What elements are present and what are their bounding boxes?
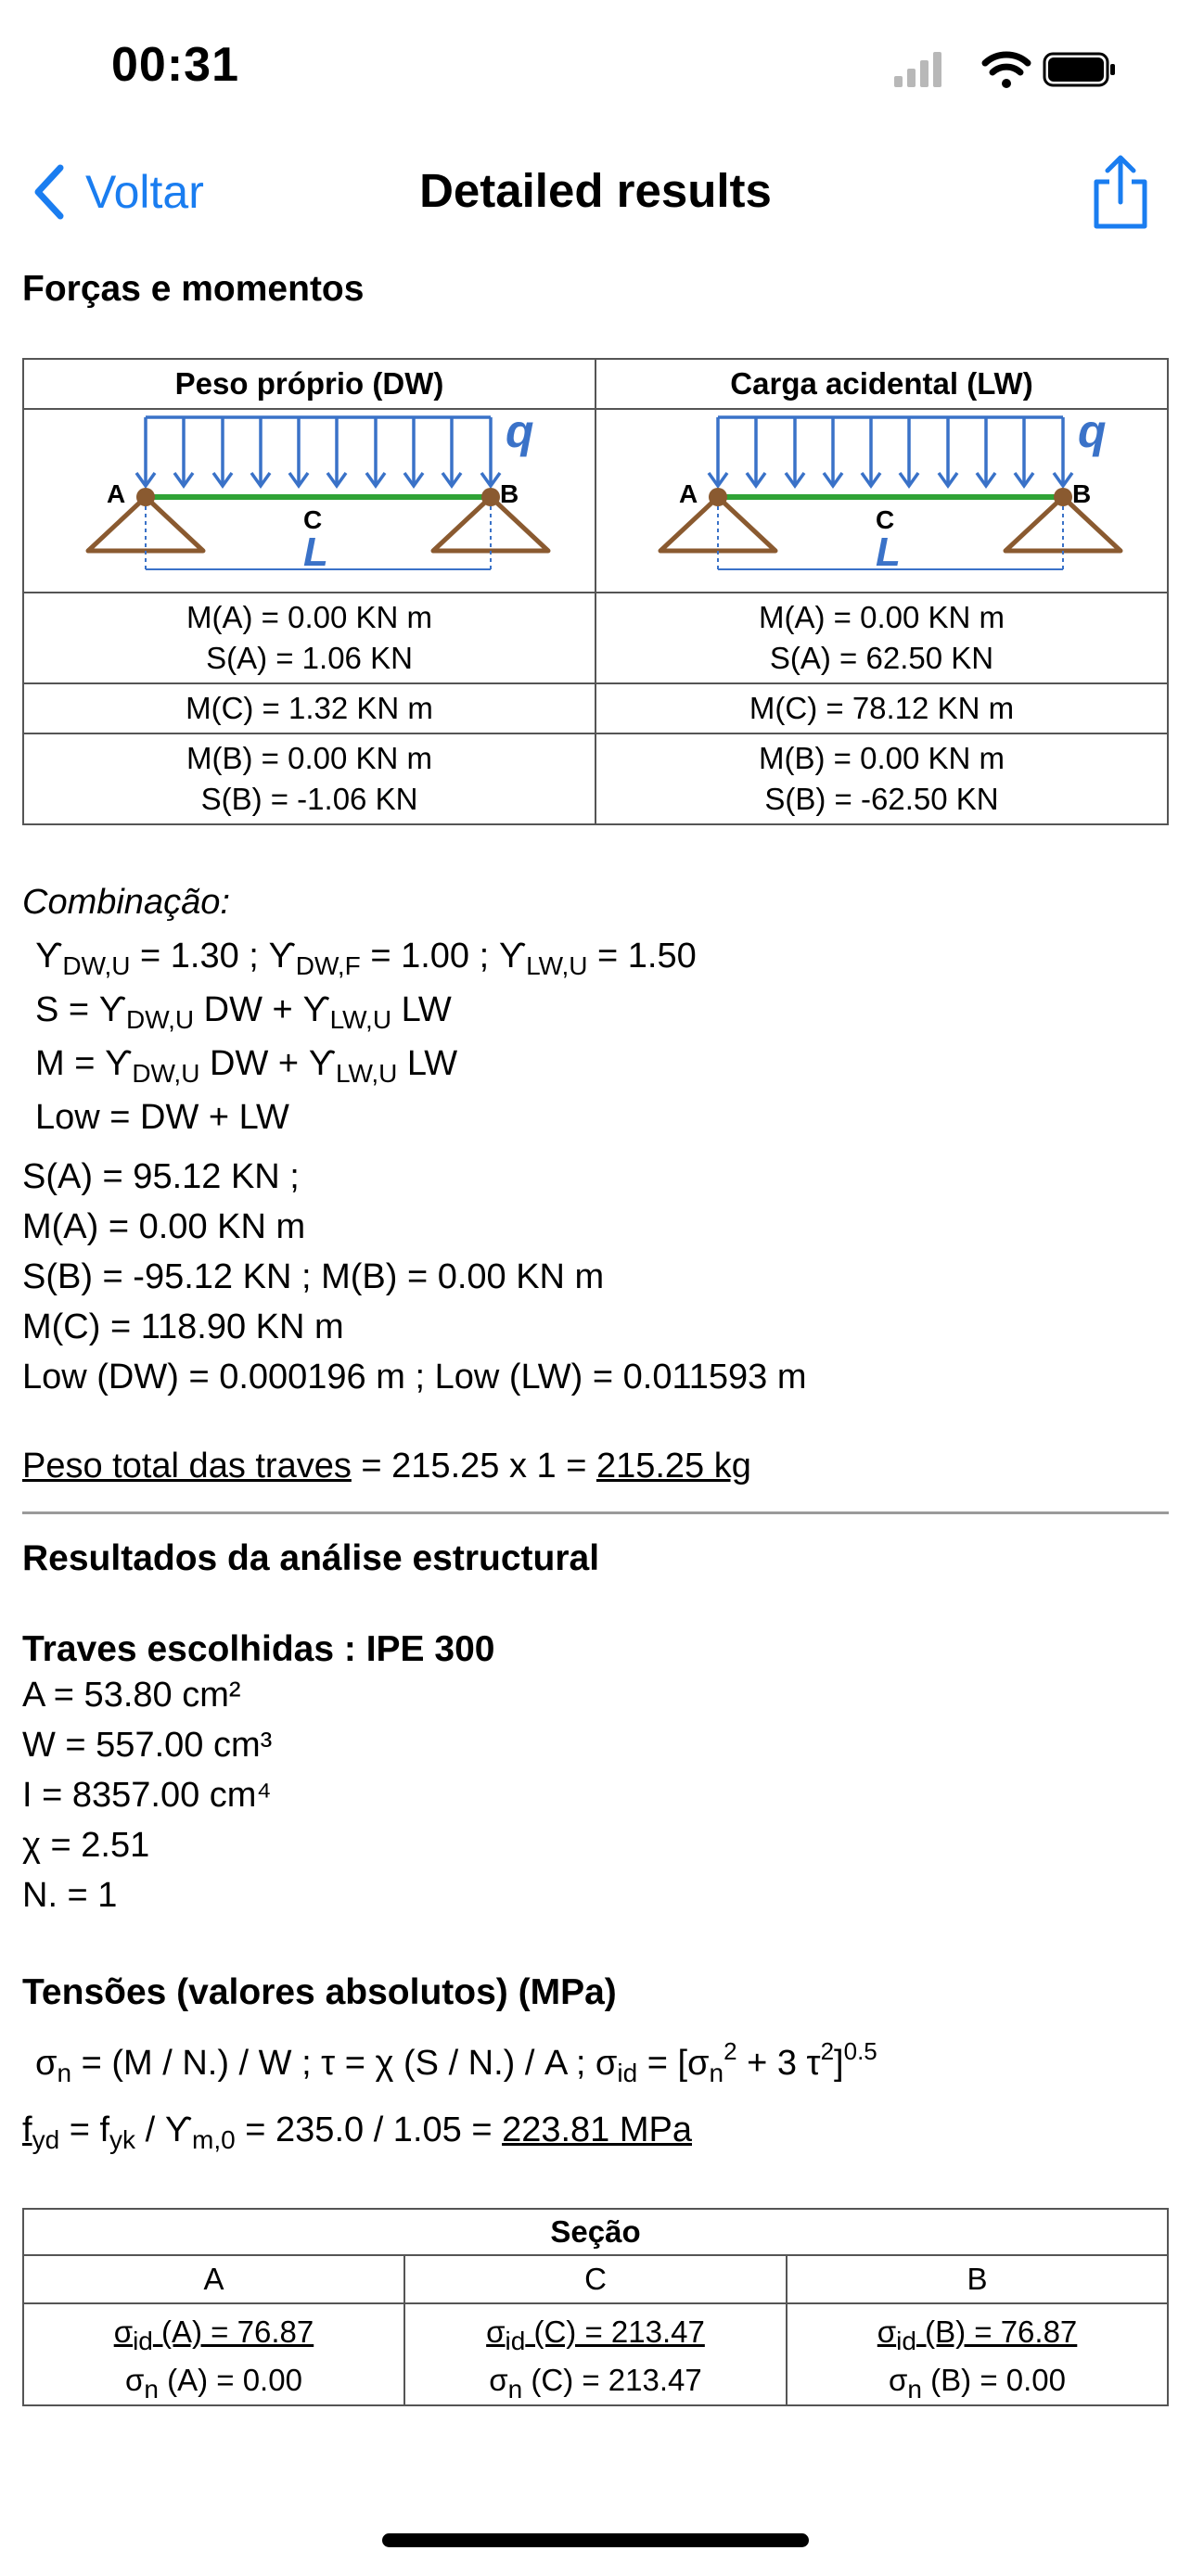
status-icons — [894, 48, 1117, 89]
total-weight-value: 215.25 kg — [596, 1447, 751, 1486]
status-time: 00:31 — [111, 38, 239, 92]
secao-col-b: B — [787, 2255, 1168, 2303]
tensions-title: Tensões (valores absolutos) (MPa) — [22, 1972, 617, 2012]
lw-mc: M(C) = 78.12 KN m — [596, 683, 1168, 733]
beam-diagram-icon — [25, 410, 595, 584]
secao-cell-a: $\sigma_{id}$ (A) = 76.87 $\sigma_n$ (A) = 0.00 — [23, 2303, 404, 2405]
home-indicator[interactable] — [382, 2533, 809, 2547]
total-weight-label: Peso total das traves — [22, 1447, 352, 1486]
support-a-label: A — [678, 479, 698, 508]
dw-support-b-cell — [23, 733, 596, 824]
load-q-label: q — [505, 410, 534, 457]
share-button[interactable] — [1089, 154, 1152, 232]
cellular-wifi-battery-icon — [894, 48, 1117, 89]
lw-sb: S(B) = -62.50 KN — [764, 782, 999, 816]
support-b-label: B — [1071, 479, 1091, 508]
result-line: Low (DW) = 0.000196 m ; Low (LW) = 0.011593 m — [22, 1358, 807, 1396]
property-line: A = 53.80 cm² — [22, 1676, 241, 1715]
lw-support-b-cell — [596, 733, 1168, 824]
design-strength: $f_{yd} = f_{yk} / ϒ_{m,0} = 235.0 / 1.05 = 223.81$ MPa — [22, 2111, 692, 2154]
shear-combination: $S = ϒ_{DW,U}$ DW + $ϒ_{LW,U}$ LW — [35, 990, 452, 1034]
analysis-title: Resultados da análise estructural — [22, 1538, 600, 1578]
midspan-c-label: C — [875, 505, 894, 534]
midspan-c-label: C — [302, 505, 322, 534]
col-header-lw: Carga acidental (LW) — [596, 359, 1168, 409]
secao-cell-c: $\sigma_{id}$ (C) = 213.47 $\sigma_n$ (C) = 213.47 — [404, 2303, 787, 2405]
result-line: S(B) = -95.12 KN ; M(B) = 0.00 KN m — [22, 1257, 605, 1296]
beam-diagram-dw — [23, 409, 596, 593]
forces-table — [22, 358, 1169, 825]
combination-results — [22, 1152, 1169, 1402]
back-label: Voltar — [85, 166, 204, 218]
dw-support-a-cell — [23, 593, 596, 683]
dw-sb: S(B) = -1.06 KN — [200, 782, 418, 816]
gamma-factors: $ϒ_{DW,U} = 1.30$ ; $ϒ_{DW,F} = 1.00$ ; $ϒ_{LW,U} = 1.50$ — [35, 937, 697, 980]
support-b-label: B — [499, 479, 519, 508]
secao-col-c: C — [404, 2255, 787, 2303]
beam-title: Traves escolhidas : IPE 300 — [22, 1629, 495, 1669]
property-line: N. = 1 — [22, 1876, 118, 1915]
lw-sa: S(A) = 62.50 KN — [769, 641, 994, 675]
deflection-combination: Low = DW + LW — [35, 1098, 289, 1137]
navigation-bar — [0, 139, 1191, 250]
result-line: M(A) = 0.00 KN m — [22, 1207, 306, 1246]
forces-title: Forças e momentos — [22, 269, 365, 309]
stress-formula: $\sigma_n = (M / N.) / W$ ; τ = χ (S / N.) / A ; $\sigma_{id} = [\sigma_n^2 + 3$ $\tau^2]^{0.5}$ — [35, 2037, 877, 2087]
status-bar — [0, 0, 1191, 139]
load-q-label: q — [1077, 410, 1107, 457]
lw-support-a-cell — [596, 593, 1168, 683]
results-content[interactable] — [22, 269, 1169, 2406]
section-stress-table — [22, 2208, 1169, 2406]
section-divider — [22, 1511, 1169, 1514]
moment-combination: $M = ϒ_{DW,U}$ DW + $ϒ_{LW,U}$ LW — [35, 1044, 458, 1088]
secao-cell-b: $\sigma_{id}$ (B) = 76.87 $\sigma_n$ (B) = 0.00 — [787, 2303, 1168, 2405]
page-title: Detailed results — [419, 164, 772, 217]
fyd-result: 223.81 MPa — [502, 2111, 692, 2149]
dw-sa: S(A) = 1.06 KN — [206, 641, 413, 675]
support-a-label: A — [106, 479, 125, 508]
property-line: I = 8357.00 cm⁴ — [22, 1776, 272, 1815]
beam-diagram-icon — [597, 410, 1167, 584]
beam-diagram-lw — [596, 409, 1168, 593]
length-l-label: L — [302, 529, 328, 575]
lw-mb: M(B) = 0.00 KN m — [759, 741, 1005, 775]
dw-ma: M(A) = 0.00 KN m — [186, 600, 432, 634]
beam-properties — [22, 1670, 1169, 1920]
secao-header: Seção — [23, 2209, 1168, 2255]
result-line: S(A) = 95.12 KN ; — [22, 1157, 300, 1196]
total-weight: Peso total das traves = 215.25 x 1 = 215.25 kg — [22, 1447, 751, 1486]
length-l-label: L — [875, 529, 901, 575]
property-line: χ = 2.51 — [22, 1826, 150, 1865]
secao-col-a: A — [23, 2255, 404, 2303]
dw-mb: M(B) = 0.00 KN m — [186, 741, 432, 775]
property-line: W = 557.00 cm³ — [22, 1726, 273, 1765]
combination-title: Combinação: — [22, 883, 230, 922]
col-header-dw: Peso próprio (DW) — [23, 359, 596, 409]
result-line: M(C) = 118.90 KN m — [22, 1307, 344, 1346]
lw-ma: M(A) = 0.00 KN m — [759, 600, 1005, 634]
combination-section — [22, 875, 1169, 1144]
dw-mc: M(C) = 1.32 KN m — [23, 683, 596, 733]
share-icon — [1089, 154, 1152, 232]
